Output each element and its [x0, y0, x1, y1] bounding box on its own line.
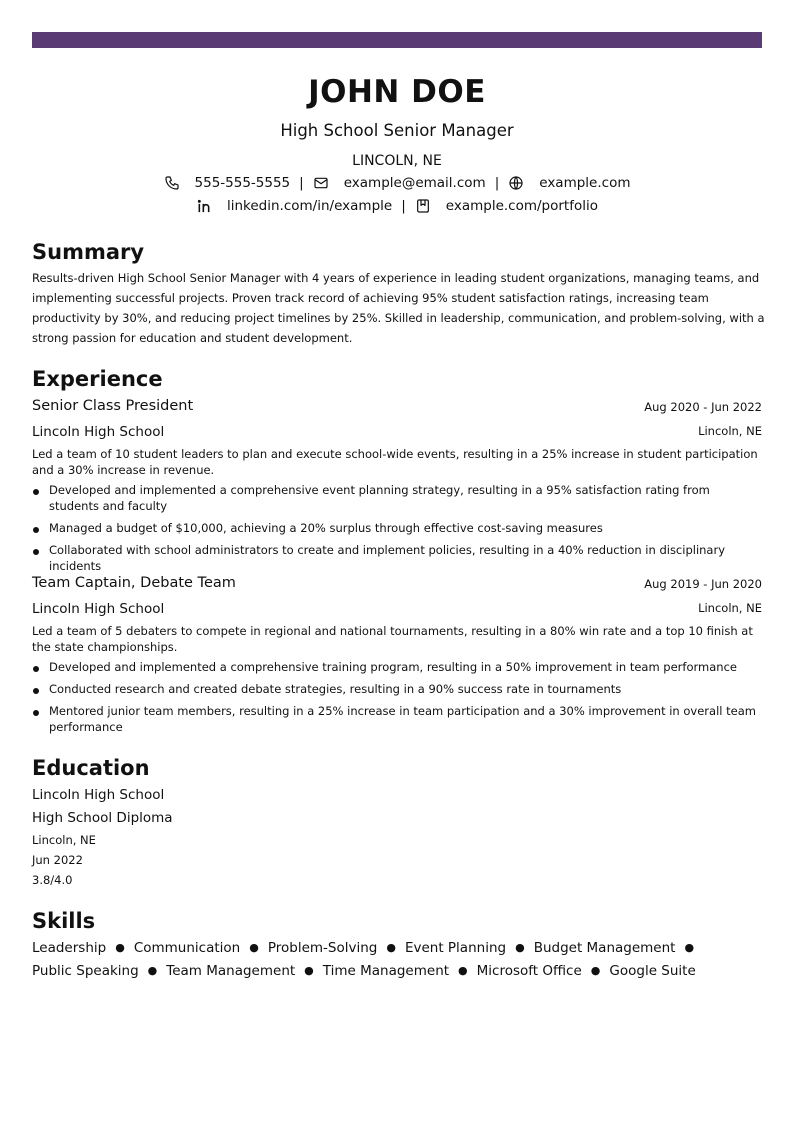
skills-row-1 — [32, 940, 703, 956]
skill-separator: ● — [386, 941, 396, 954]
skill-item: Google Suite — [609, 963, 696, 979]
skill-item: Microsoft Office — [476, 963, 582, 979]
bullet-marker — [33, 489, 39, 495]
contact-separator: | — [401, 198, 406, 214]
list-item: Developed and implemented a comprehensive event planning strategy, resulting in a 95% satisfaction rating from students and faculty — [32, 482, 762, 514]
skill-item: Event Planning — [404, 940, 507, 956]
job-role: Team Captain, Debate Team — [32, 575, 236, 591]
list-item: Developed and implemented a comprehensive training program, resulting in a 50% improvement in team performance — [32, 659, 762, 675]
contact-separator: | — [494, 175, 500, 191]
education-degree: High School Diploma — [32, 810, 173, 826]
skill-separator: ● — [249, 941, 259, 954]
globe-icon — [508, 175, 524, 191]
education-location: Lincoln, NE — [32, 833, 96, 847]
mail-icon — [313, 175, 329, 191]
candidate-name: JOHN DOE — [308, 74, 486, 110]
skill-separator: ● — [115, 941, 125, 954]
skill-separator: ● — [304, 964, 314, 977]
job-description: Led a team of 5 debaters to compete in regional and national tournaments, resulting in a 80% win rate and a top 10 finish at the state championships. — [32, 624, 753, 654]
skill-separator: ● — [684, 941, 695, 954]
job-location: Lincoln, NE — [698, 424, 762, 438]
skills-row-2 — [32, 963, 696, 979]
list-item: Mentored junior team members, resulting in a 25% increase in team participation and a 30% improvement in overall team performance — [32, 703, 762, 735]
linkedin-icon — [196, 198, 212, 214]
skill-item: Leadership — [32, 940, 107, 956]
skill-item: Problem-Solving — [267, 940, 378, 956]
skill-separator: ● — [147, 964, 158, 977]
job-location: Lincoln, NE — [698, 601, 762, 615]
skills-heading: Skills — [32, 909, 96, 933]
summary-heading: Summary — [32, 240, 145, 264]
education-heading: Education — [32, 756, 150, 780]
contact-separator: | — [299, 175, 304, 191]
list-item: Conducted research and created debate strategies, resulting in a 90% success rate in tournaments — [32, 681, 762, 697]
skill-separator: ● — [590, 964, 601, 977]
candidate-title: High School Senior Manager — [280, 121, 514, 140]
job-organization: Lincoln High School — [32, 601, 165, 617]
summary-text: Results-driven High School Senior Manager with 4 years of experience in leading student organizations, managing teams, and implementing successful projects. Proven track record of achieving 95% student satisfaction ratings, increasing team productivity by 30%, and reducing project timelines by 25%. Skilled in leadership, communication, and problem-solving, with a strong passion for education and student development. — [32, 271, 765, 345]
job-bullets — [32, 482, 762, 580]
skill-separator: ● — [515, 941, 525, 954]
contact-row-secondary — [0, 196, 794, 216]
linkedin-link[interactable]: linkedin.com/in/example — [226, 198, 393, 214]
bullet-marker — [33, 527, 39, 533]
website-link[interactable]: example.com — [539, 175, 631, 191]
email-link[interactable]: example@email.com — [343, 175, 486, 191]
education-date: Jun 2022 — [32, 853, 83, 867]
job-organization: Lincoln High School — [32, 424, 165, 440]
experience-heading: Experience — [32, 367, 163, 391]
job-role: Senior Class President — [32, 398, 194, 414]
list-item: Managed a budget of $10,000, achieving a 20% surplus through effective cost-saving measures — [32, 520, 762, 536]
job-description: Led a team of 10 student leaders to plan and execute school-wide events, resulting in a 25% increase in student participation and a 30% increase in revenue. — [32, 447, 758, 477]
portfolio-link[interactable]: example.com/portfolio — [445, 198, 598, 214]
bullet-marker — [33, 549, 39, 555]
skill-item: Time Management — [322, 963, 450, 979]
skill-item: Public Speaking — [32, 963, 139, 979]
education-gpa: 3.8/4.0 — [32, 873, 73, 887]
accent-bar — [32, 32, 762, 48]
bullet-marker — [33, 666, 39, 672]
job-dates: Aug 2019 - Jun 2020 — [644, 577, 762, 591]
education-school: Lincoln High School — [32, 787, 165, 803]
contact-row-primary — [0, 173, 794, 193]
bullet-marker — [33, 710, 39, 716]
bookmark-icon — [415, 198, 431, 214]
skill-separator: ● — [458, 964, 468, 977]
job-bullets — [32, 659, 762, 741]
candidate-location: LINCOLN, NE — [352, 153, 442, 169]
bullet-marker — [33, 688, 39, 694]
skill-item: Communication — [133, 940, 241, 956]
phone-icon — [164, 175, 180, 191]
list-item: Collaborated with school administrators to create and implement policies, resulting in a 40% reduction in disciplinary incidents — [32, 542, 762, 574]
skill-item: Budget Management — [533, 940, 676, 956]
skill-item: Team Management — [166, 963, 296, 979]
job-dates: Aug 2020 - Jun 2022 — [644, 400, 762, 414]
phone-link[interactable]: 555-555-5555 — [194, 175, 291, 191]
